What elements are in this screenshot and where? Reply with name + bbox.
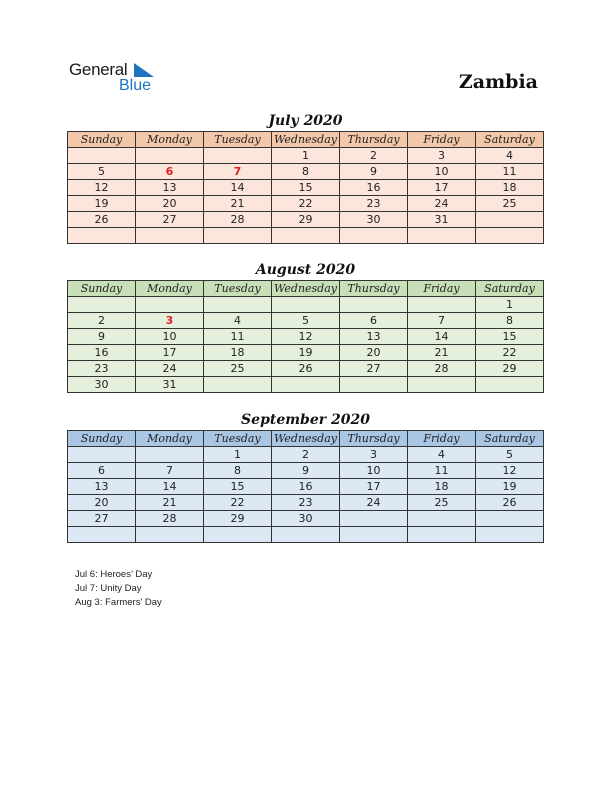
week-row xyxy=(68,329,544,345)
weekday-header: Saturday xyxy=(476,132,544,148)
day-cell: 29 xyxy=(476,361,544,377)
weekday-header: Friday xyxy=(408,281,476,297)
day-cell: 8 xyxy=(476,313,544,329)
day-cell: 18 xyxy=(408,479,476,495)
day-cell: 11 xyxy=(476,164,544,180)
day-cell: 29 xyxy=(204,511,272,527)
weekday-header: Wednesday xyxy=(272,132,340,148)
day-cell xyxy=(204,527,272,543)
week-row xyxy=(68,297,544,313)
day-cell: 25 xyxy=(476,196,544,212)
day-cell xyxy=(68,228,136,244)
logo-blue-text: Blue xyxy=(119,77,152,94)
day-cell: 6 xyxy=(340,313,408,329)
day-cell: 22 xyxy=(204,495,272,511)
holiday-note: Aug 3: Farmers’ Day xyxy=(75,597,162,608)
day-cell: 19 xyxy=(476,479,544,495)
calendar-august xyxy=(67,260,544,393)
day-cell: 24 xyxy=(136,361,204,377)
day-cell: 16 xyxy=(272,479,340,495)
day-cell: 23 xyxy=(340,196,408,212)
day-cell xyxy=(476,228,544,244)
weekday-header: Friday xyxy=(408,132,476,148)
logo-general-text: General xyxy=(69,60,128,79)
logo xyxy=(69,60,169,100)
day-cell xyxy=(340,511,408,527)
day-cell: 4 xyxy=(204,313,272,329)
weekday-header: Tuesday xyxy=(204,431,272,447)
day-cell: 29 xyxy=(272,212,340,228)
day-cell: 26 xyxy=(272,361,340,377)
day-cell: 3 xyxy=(136,313,204,329)
week-row xyxy=(68,164,544,180)
month-title: July 2020 xyxy=(268,113,343,129)
day-cell xyxy=(136,447,204,463)
weekday-header-row xyxy=(68,431,544,447)
day-cell xyxy=(204,148,272,164)
day-cell: 30 xyxy=(272,511,340,527)
day-cell: 8 xyxy=(204,463,272,479)
week-row xyxy=(68,361,544,377)
day-cell xyxy=(204,377,272,393)
day-cell: 28 xyxy=(408,361,476,377)
day-cell: 17 xyxy=(408,180,476,196)
day-cell: 30 xyxy=(340,212,408,228)
week-row xyxy=(68,313,544,329)
day-cell xyxy=(272,527,340,543)
weekday-header: Tuesday xyxy=(204,281,272,297)
week-row xyxy=(68,345,544,361)
day-cell xyxy=(408,511,476,527)
day-cell: 13 xyxy=(68,479,136,495)
day-cell: 17 xyxy=(136,345,204,361)
week-row xyxy=(68,527,544,543)
day-cell: 6 xyxy=(136,164,204,180)
day-cell xyxy=(408,377,476,393)
day-cell: 7 xyxy=(136,463,204,479)
day-cell: 7 xyxy=(204,164,272,180)
week-row xyxy=(68,212,544,228)
day-cell: 30 xyxy=(68,377,136,393)
day-cell: 23 xyxy=(272,495,340,511)
day-cell xyxy=(68,447,136,463)
day-cell: 19 xyxy=(272,345,340,361)
holiday-notes xyxy=(75,568,162,610)
weekday-header: Monday xyxy=(136,431,204,447)
week-row xyxy=(68,447,544,463)
week-row xyxy=(68,511,544,527)
day-cell xyxy=(136,148,204,164)
calendar-july xyxy=(67,111,544,244)
day-cell: 20 xyxy=(136,196,204,212)
calendar-grid xyxy=(67,131,544,244)
weekday-header: Sunday xyxy=(68,281,136,297)
weekday-header: Thursday xyxy=(340,281,408,297)
day-cell xyxy=(340,228,408,244)
day-cell xyxy=(476,511,544,527)
day-cell: 22 xyxy=(272,196,340,212)
weekday-header: Wednesday xyxy=(272,431,340,447)
day-cell xyxy=(68,527,136,543)
holiday-note: Jul 6: Heroes’ Day xyxy=(75,569,153,580)
day-cell: 10 xyxy=(340,463,408,479)
day-cell xyxy=(204,297,272,313)
day-cell: 26 xyxy=(476,495,544,511)
day-cell: 31 xyxy=(408,212,476,228)
day-cell: 12 xyxy=(68,180,136,196)
week-row xyxy=(68,495,544,511)
day-cell: 6 xyxy=(68,463,136,479)
calendar-grid xyxy=(67,280,544,393)
weekday-header: Sunday xyxy=(68,431,136,447)
day-cell: 1 xyxy=(204,447,272,463)
day-cell: 16 xyxy=(340,180,408,196)
day-cell: 27 xyxy=(68,511,136,527)
weekday-header: Saturday xyxy=(476,431,544,447)
week-row xyxy=(68,148,544,164)
day-cell: 23 xyxy=(68,361,136,377)
day-cell: 25 xyxy=(204,361,272,377)
day-cell: 15 xyxy=(204,479,272,495)
country-title: Zambia xyxy=(458,71,538,93)
day-cell: 5 xyxy=(68,164,136,180)
day-cell: 2 xyxy=(340,148,408,164)
day-cell xyxy=(476,212,544,228)
calendar-grid xyxy=(67,430,544,543)
day-cell: 10 xyxy=(136,329,204,345)
day-cell: 14 xyxy=(136,479,204,495)
day-cell: 8 xyxy=(272,164,340,180)
day-cell: 2 xyxy=(272,447,340,463)
day-cell: 14 xyxy=(204,180,272,196)
day-cell: 27 xyxy=(340,361,408,377)
day-cell: 5 xyxy=(272,313,340,329)
week-row xyxy=(68,463,544,479)
week-row xyxy=(68,479,544,495)
holiday-note: Jul 7: Unity Day xyxy=(75,583,142,594)
day-cell: 15 xyxy=(272,180,340,196)
day-cell xyxy=(408,228,476,244)
day-cell: 13 xyxy=(340,329,408,345)
day-cell: 18 xyxy=(476,180,544,196)
day-cell xyxy=(136,527,204,543)
day-cell xyxy=(408,527,476,543)
weekday-header-row xyxy=(68,132,544,148)
day-cell xyxy=(476,527,544,543)
day-cell: 12 xyxy=(476,463,544,479)
week-row xyxy=(68,228,544,244)
calendar-september xyxy=(67,410,544,543)
day-cell: 15 xyxy=(476,329,544,345)
day-cell: 24 xyxy=(340,495,408,511)
day-cell xyxy=(204,228,272,244)
day-cell: 24 xyxy=(408,196,476,212)
day-cell: 20 xyxy=(340,345,408,361)
day-cell xyxy=(272,297,340,313)
day-cell: 14 xyxy=(408,329,476,345)
day-cell: 28 xyxy=(136,511,204,527)
week-row xyxy=(68,196,544,212)
weekday-header: Monday xyxy=(136,281,204,297)
day-cell xyxy=(340,527,408,543)
day-cell: 9 xyxy=(68,329,136,345)
weekday-header: Saturday xyxy=(476,281,544,297)
day-cell: 9 xyxy=(272,463,340,479)
day-cell: 21 xyxy=(136,495,204,511)
day-cell xyxy=(68,297,136,313)
day-cell xyxy=(272,228,340,244)
day-cell: 11 xyxy=(408,463,476,479)
weekday-header: Monday xyxy=(136,132,204,148)
month-title: September 2020 xyxy=(241,412,370,428)
day-cell xyxy=(340,297,408,313)
month-title: August 2020 xyxy=(255,262,356,278)
day-cell: 5 xyxy=(476,447,544,463)
day-cell: 3 xyxy=(408,148,476,164)
weekday-header: Wednesday xyxy=(272,281,340,297)
day-cell: 21 xyxy=(204,196,272,212)
day-cell: 11 xyxy=(204,329,272,345)
weekday-header: Thursday xyxy=(340,431,408,447)
day-cell: 17 xyxy=(340,479,408,495)
week-row xyxy=(68,377,544,393)
day-cell xyxy=(136,228,204,244)
day-cell xyxy=(476,377,544,393)
week-row xyxy=(68,180,544,196)
day-cell: 21 xyxy=(408,345,476,361)
day-cell: 22 xyxy=(476,345,544,361)
day-cell: 31 xyxy=(136,377,204,393)
day-cell xyxy=(408,297,476,313)
day-cell: 4 xyxy=(476,148,544,164)
day-cell xyxy=(136,297,204,313)
day-cell: 26 xyxy=(68,212,136,228)
day-cell xyxy=(272,377,340,393)
day-cell: 10 xyxy=(408,164,476,180)
day-cell: 4 xyxy=(408,447,476,463)
day-cell xyxy=(68,148,136,164)
weekday-header: Thursday xyxy=(340,132,408,148)
day-cell: 16 xyxy=(68,345,136,361)
weekday-header: Sunday xyxy=(68,132,136,148)
day-cell: 1 xyxy=(476,297,544,313)
day-cell: 2 xyxy=(68,313,136,329)
day-cell: 1 xyxy=(272,148,340,164)
day-cell: 9 xyxy=(340,164,408,180)
day-cell: 7 xyxy=(408,313,476,329)
day-cell: 28 xyxy=(204,212,272,228)
weekday-header: Friday xyxy=(408,431,476,447)
weekday-header: Tuesday xyxy=(204,132,272,148)
day-cell: 12 xyxy=(272,329,340,345)
day-cell: 13 xyxy=(136,180,204,196)
day-cell: 25 xyxy=(408,495,476,511)
day-cell: 19 xyxy=(68,196,136,212)
day-cell: 18 xyxy=(204,345,272,361)
weekday-header-row xyxy=(68,281,544,297)
day-cell: 3 xyxy=(340,447,408,463)
day-cell: 20 xyxy=(68,495,136,511)
day-cell xyxy=(340,377,408,393)
day-cell: 27 xyxy=(136,212,204,228)
